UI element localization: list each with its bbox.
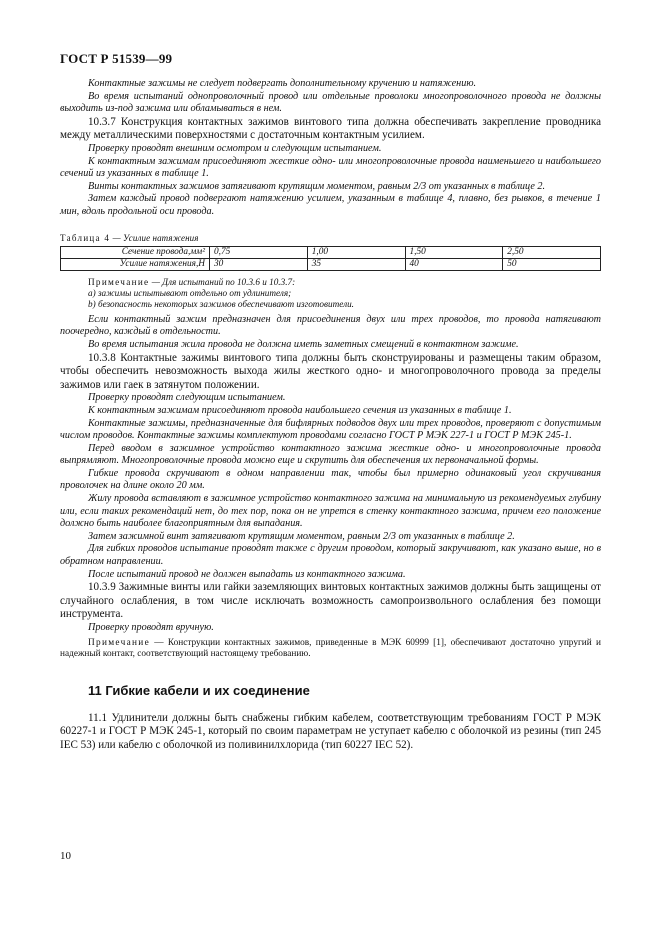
paragraph: Проверку проводят внешним осмотром и следующим испытанием. [88, 142, 382, 154]
note-label: Примечание [88, 276, 150, 287]
table-cell: 1,50 [405, 246, 503, 258]
note-text: — Для испытаний по 10.3.6 и 10.3.7: [151, 276, 296, 287]
paragraph: Для гибких проводов испытание проводят также с другим проводом, который закручивают, как указано выше, но в обратном направлении. [60, 543, 601, 568]
note-item-b: b) безопасность некоторых зажимов обеспечивают изготовители. [88, 299, 354, 310]
paragraph: После испытаний провод не должен выпадать из контактного зажима. [88, 568, 406, 580]
paragraph: Во время испытания жила провода не должна иметь заметных смещений в контактном зажиме. [88, 338, 519, 350]
paragraph: Затем каждый провод подвергают натяжению усилием, указанным в таблице 4, плавно, без рывков, в течение 1 мин, вдоль продольной оси провода. [60, 193, 601, 217]
paragraph: Во время испытаний однопроволочный провод или отдельные проволоки многопроволочного провода не должны выходить из-под зажима или обламываться в нем. [60, 90, 601, 115]
note-paragraph [60, 638, 601, 661]
note-label: Примечание [88, 637, 150, 648]
table-row [61, 258, 601, 270]
paragraph: Контактные зажимы не следует подвергать дополнительному кручению и натяжению. [88, 78, 477, 89]
paragraph: Винты контактных зажимов затягивают крутящим моментом, равным 2/3 от указанных в таблице 2. [88, 180, 546, 192]
page-content [60, 78, 601, 753]
paragraph: Затем зажимной винт затягивают крутящим моментом, равным 2/3 от указанных в таблице 2. [88, 530, 515, 542]
paragraph: Если контактный зажим предназначен для присоединения двух или трех проводов, то провода натягивают поочередно, каждый в отдельности. [60, 313, 601, 338]
table-row-header: Сечение провода,мм² [61, 246, 210, 258]
table-cell: 35 [307, 258, 405, 270]
paragraph: Гибкие провода скручивают в одном направлении так, чтобы был примерно одинаковый угол скручивания проволочек на длине около 20 мм. [60, 467, 601, 492]
table-caption [60, 233, 601, 243]
clause-11-1: 11.1 Удлинители должны быть снабжены гибким кабелем, соответствующим требованиям ГОСТ Р МЭК 60227-1 и ГОСТ Р МЭК 245-1, который по своим параметрам не уступает кабелю с оболочкой из резины (тип 245 IEC 53) или кабелю с оболочкой из поливинилхлорида (тип 60227 IEC 52). [60, 711, 601, 751]
table-cell: 50 [503, 258, 601, 270]
clause-10-3-8: 10.3.8 Контактные зажимы винтового типа должны быть сконструированы и размещены таким образом, чтобы обеспечить невозможность выхода жилы жесткого одно- и многопроволочного провода за пределы зажимов или гаек в затянутом положении. [60, 351, 601, 391]
paragraph: Контактные зажимы, предназначенные для бифлярных подводов двух или трех проводов, проверяют с допустимым числом проводов. Контактные зажимы комплектуют проводами согласно ГОСТ Р МЭК 227-1 и ГОСТ Р МЭК 245-1. [60, 417, 601, 442]
page-number: 10 [60, 850, 71, 862]
section-heading: 11 Гибкие кабели и их соединение [88, 682, 310, 698]
paragraph: Жилу провода вставляют в зажимное устройство контактного зажима на минимальную из рекомендуемых глубину или, если таких рекомендаций нет, до тех пор, пока он не упрется в стенку контактного зажима, причем его положение должно быть наиболее благоприятным для выпадания. [60, 493, 601, 530]
paragraph: К контактным зажимам присоединяют жесткие одно- или многопроволочные провода наименьшего и наибольшего сечений из указанных в таблице 1. [60, 155, 601, 180]
paragraph: Проверку проводят вручную. [88, 622, 214, 633]
table-caption-title: — Усилие натяжения [112, 232, 199, 243]
table-cell: 40 [405, 258, 503, 270]
paragraph: К контактным зажимам присоединяют провода наибольшего сечения из указанных в таблице 1. [88, 404, 512, 416]
document-header: ГОСТ Р 51539—99 [60, 51, 173, 66]
table-row-header: Усилие натяжения,Н [61, 258, 210, 270]
note-item-a: a) зажимы испытывают отдельно от удлинителя; [88, 287, 292, 298]
tension-force-table [60, 246, 601, 271]
table-cell: 2,50 [503, 246, 601, 258]
paragraph: Проверку проводят следующим испытанием. [88, 392, 286, 404]
table-caption-label: Таблица 4 [60, 232, 111, 243]
paragraph: Перед вводом в зажимное устройство контактного зажима жесткие одно- и многопроволочные провода выпрямляют. Многопроволочные провода можно еще и скрутить для обеспечения их первоначальной формы. [60, 442, 601, 467]
table-note [60, 277, 601, 311]
clause-10-3-7: 10.3.7 Конструкция контактных зажимов винтового типа должна обеспечивать закрепление проводника между металлическими поверхностями с достаточным контактным усилием. [60, 115, 601, 142]
table-cell: 30 [210, 258, 308, 270]
clause-10-3-9: 10.3.9 Зажимные винты или гайки заземляющих винтовых контактных зажимов должны быть защищены от случайного ослабления, в том числе исключать возможность самопроизвольного ослабления без помощи инструмента. [60, 581, 601, 621]
table-note-heading [88, 277, 601, 288]
note-text: — Конструкции контактных зажимов, приведенные в МЭК 60999 [1], обеспечивают достаточно упругий и надежный контакт, соответствующий настоящему требованию. [60, 637, 601, 660]
table-cell: 1,00 [307, 246, 405, 258]
table-row [61, 246, 601, 258]
table-cell: 0,75 [210, 246, 308, 258]
